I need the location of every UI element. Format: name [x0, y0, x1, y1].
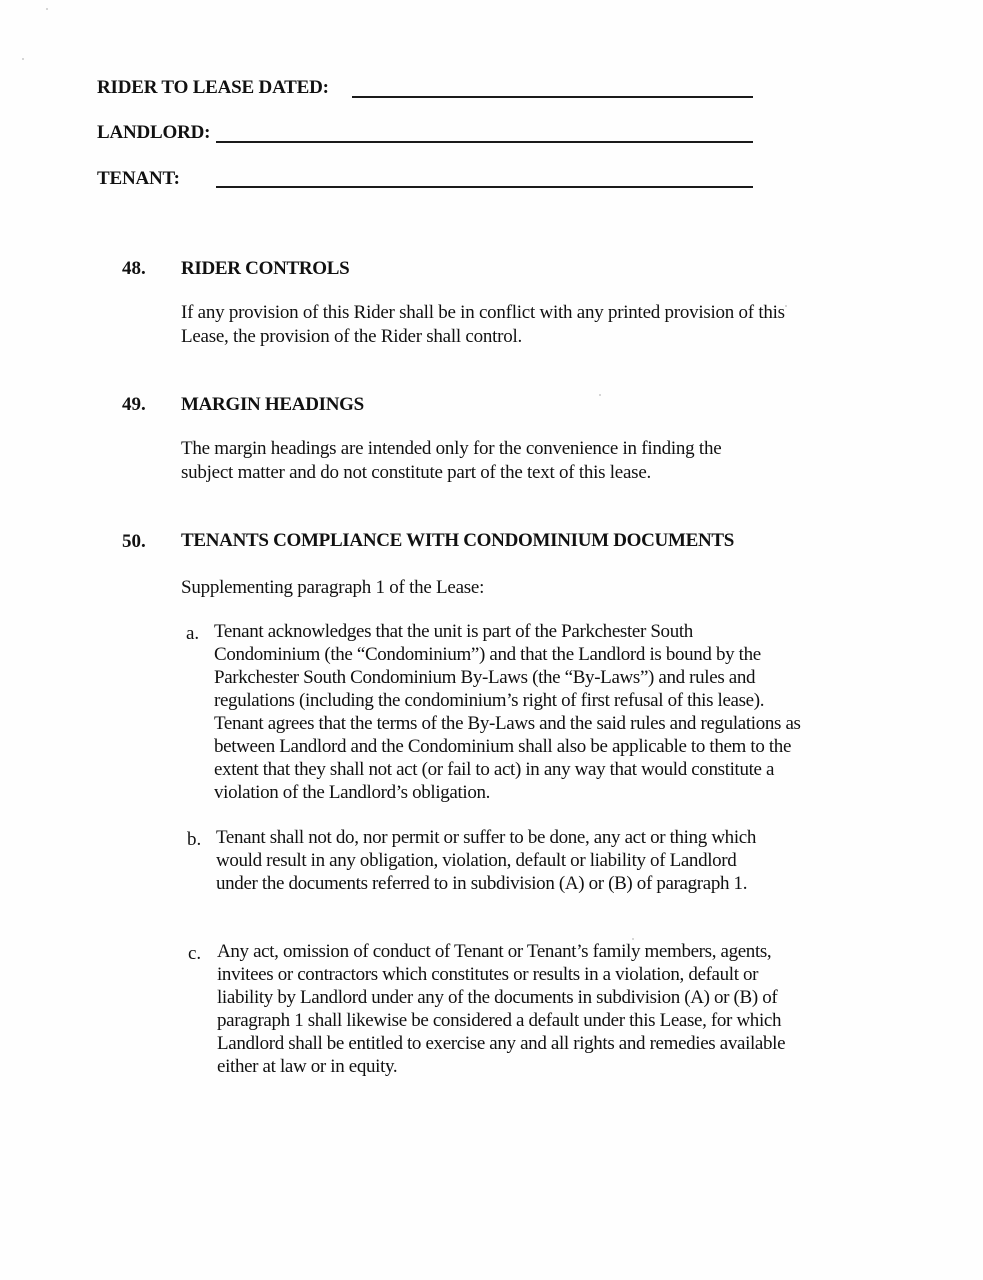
scan-speck — [46, 8, 48, 10]
item-b-text: Tenant shall not do, nor permit or suffer to be done, any act or thing which would result in any obligation, violation, default or liability of Landlord under the documents referred to in subdivision (A) or (B) of paragraph 1. — [216, 827, 756, 894]
section-49-title: MARGIN HEADINGS — [181, 394, 364, 415]
section-48-number: 48. — [122, 258, 146, 279]
item-b-letter: b. — [187, 829, 202, 850]
item-c-text: Any act, omission of conduct of Tenant or Tenant’s family members, agents, invitees or contractors which constitutes or results in a violation, default or liability by Landlord under any of the documents in subdivision (A) or (B) of paragraph 1 shall likewise be considered a default under this Lease, for which Landlord shall be entitled to exercise any and all rights and remedies available either at law or in equity. — [217, 941, 786, 1077]
section-48-title: RIDER CONTROLS — [181, 258, 350, 279]
section-48-body: If any provision of this Rider shall be in conflict with any printed provision of this Lease, the provision of the Rider shall control. — [181, 302, 785, 347]
rider-date-label: RIDER TO LEASE DATED: — [97, 77, 329, 98]
scan-speck — [599, 394, 601, 396]
item-c-letter: c. — [188, 943, 202, 964]
item-a-text: Tenant acknowledges that the unit is part of the Parkchester South Condominium (the “Condominium”) and that the Landlord is bound by the Parkchester South Condominium By-Laws (the “By-Laws”) and rules and regulations (including the condominium’s right of first refusal of this lease). Tenant agrees that the terms of the By-Laws and the said rules and regulations as between Landlord and the Condominium shall also be applicable to them to the extent that they shall not act (or fail to act) in any way that would constitute a violation of the Landlord’s obligation. — [214, 621, 801, 803]
rider-date-blank-line — [352, 96, 753, 98]
section-50-number: 50. — [122, 531, 146, 552]
section-50-title: TENANTS COMPLIANCE WITH CONDOMINIUM DOCUMENTS — [181, 530, 735, 551]
section-50-intro: Supplementing paragraph 1 of the Lease: — [181, 577, 485, 598]
section-49-body: The margin headings are intended only for the convenience in finding the subject matter and do not constitute part of the text of this lease. — [181, 438, 722, 483]
item-a-letter: a. — [186, 623, 200, 644]
tenant-label: TENANT: — [97, 168, 180, 189]
scan-speck — [22, 58, 24, 60]
tenant-blank-line — [216, 186, 753, 188]
landlord-blank-line — [216, 141, 753, 143]
landlord-label: LANDLORD: — [97, 122, 211, 143]
scan-speck — [632, 938, 634, 940]
section-49-number: 49. — [122, 394, 146, 415]
scan-speck — [785, 305, 787, 307]
